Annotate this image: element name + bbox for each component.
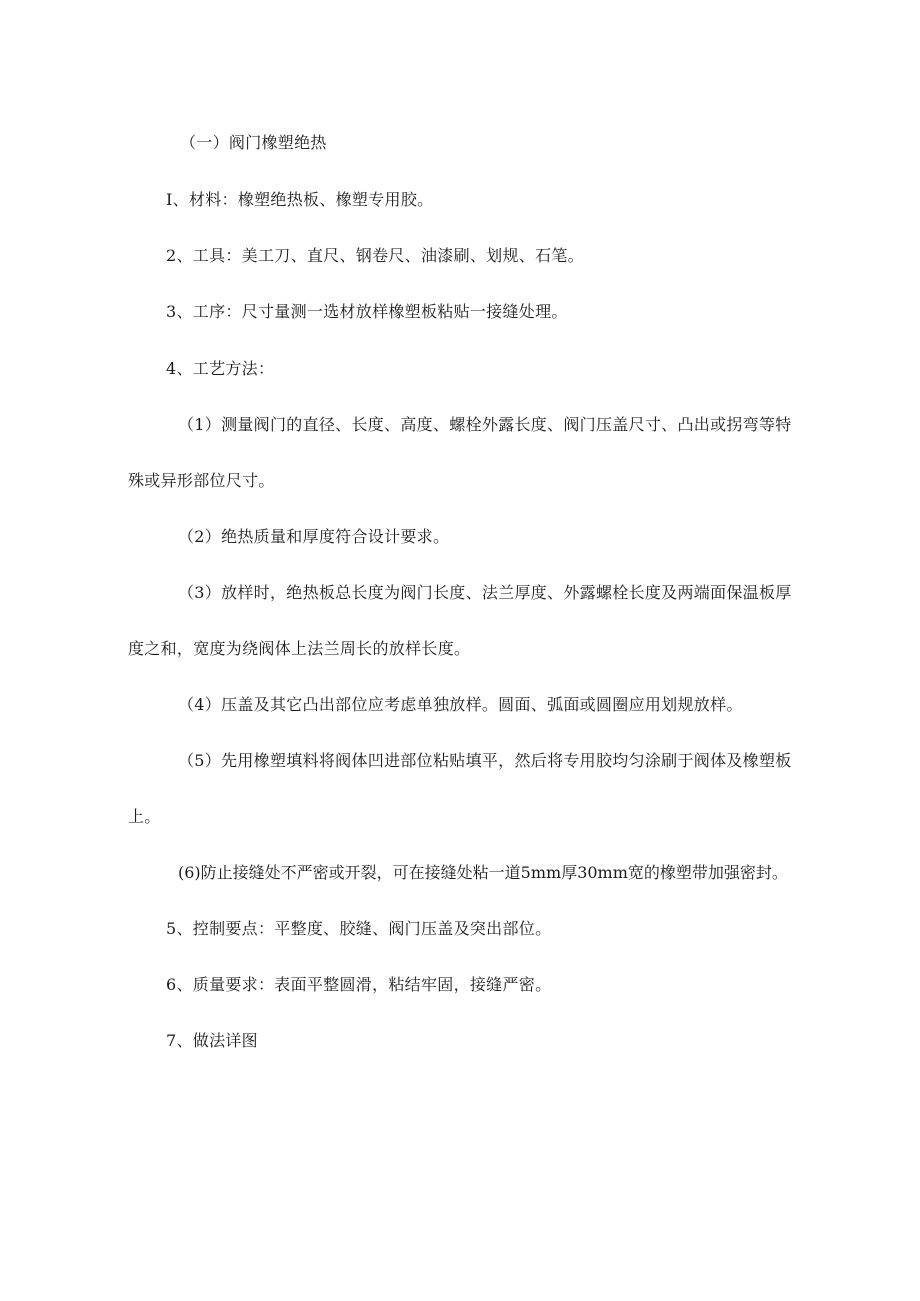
- method-5-line-1: （5）先用橡塑填料将阀体凹进部位粘贴填平，然后将专用胶均匀涂刷于阀体及橡塑板: [178, 751, 792, 770]
- method-2: （2）绝热质量和厚度符合设计要求。: [178, 527, 450, 546]
- method-3-line-2: 度之和，宽度为绕阀体上法兰周长的放样长度。: [128, 639, 471, 658]
- item-method-heading: 4、工艺方法：: [166, 359, 275, 378]
- method-6: (6)防止接缝处不严密或开裂，可在接缝处粘一道5mm厚30mm宽的橡塑带加强密封。: [178, 863, 788, 882]
- section-title: （一）阀门橡塑绝热: [180, 133, 327, 152]
- method-4: （4）压盖及其它凸出部位应考虑单独放样。圆面、弧面或圆圈应用划规放样。: [178, 695, 743, 714]
- item-quality-requirements: 6、质量要求：表面平整圆滑，粘结牢固，接缝严密。: [166, 975, 552, 994]
- item-detail-drawing: 7、做法详图: [166, 1031, 258, 1050]
- item-tools: 2、工具：美工刀、直尺、钢卷尺、油漆刷、划规、石笔。: [166, 246, 584, 265]
- method-3-line-1: （3）放样时，绝热板总长度为阀门长度、法兰厚度、外露螺栓长度及两端面保温板厚: [178, 583, 792, 602]
- method-5-line-2: 上。: [128, 807, 161, 826]
- item-process: 3、工序：尺寸量测一选材放样橡塑板粘贴一接缝处理。: [166, 302, 568, 321]
- method-1-line-1: （1）测量阀门的直径、长度、高度、螺栓外露长度、阀门压盖尺寸、凸出或拐弯等特: [178, 415, 792, 434]
- item-control-points: 5、控制要点：平整度、胶缝、阀门压盖及突出部位。: [166, 919, 552, 938]
- item-materials: I、材料：橡塑绝热板、橡塑专用胶。: [166, 190, 434, 209]
- method-1-line-2: 殊或异形部位尺寸。: [128, 471, 275, 490]
